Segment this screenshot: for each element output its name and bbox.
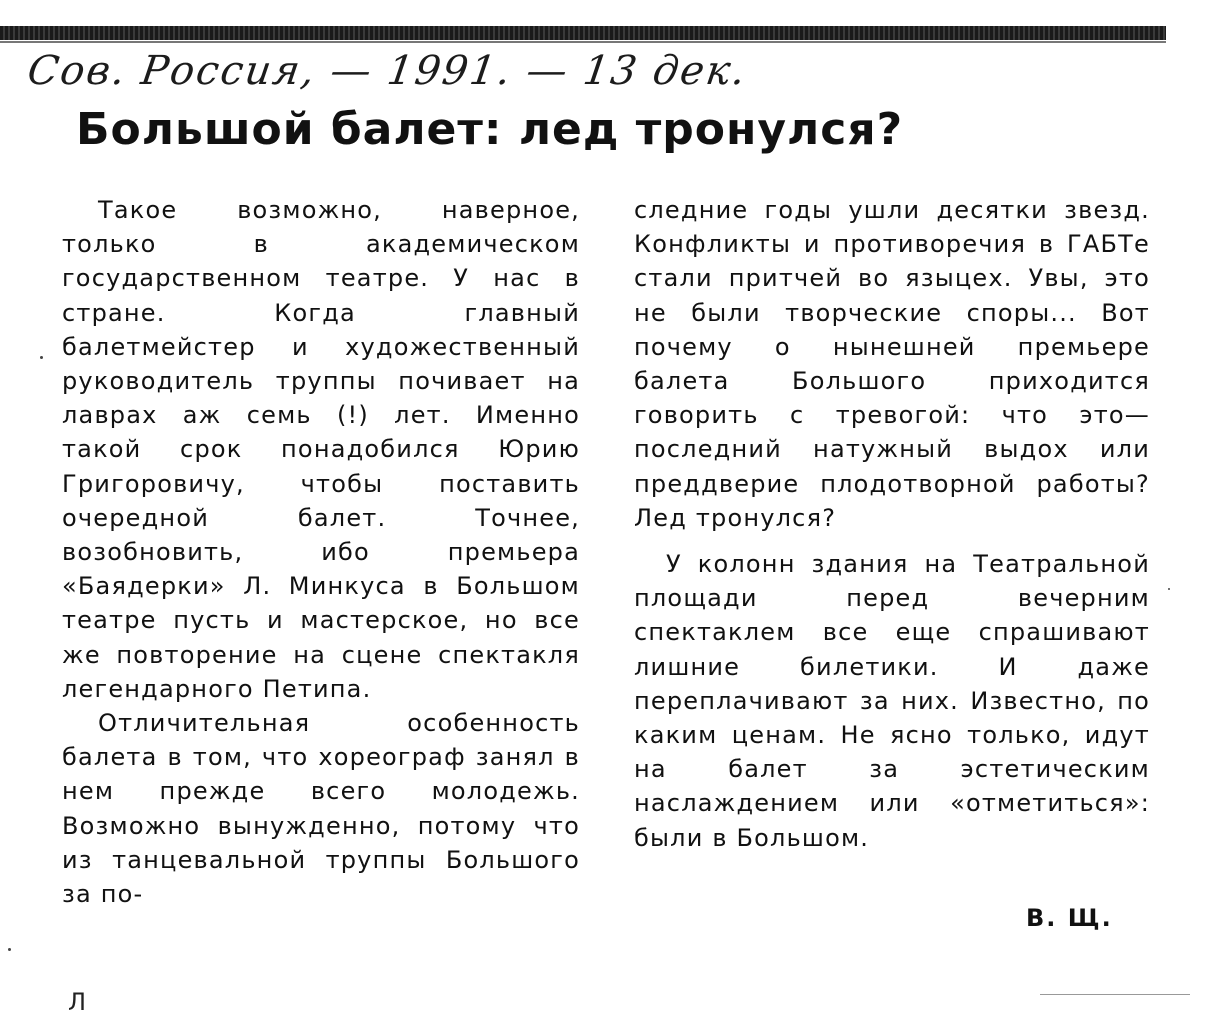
article-headline: Большой балет: лед тронулся? <box>76 104 904 155</box>
article-paragraph: следние годы ушли десятки звезд. Конфликты и противоречия в ГАБТе стали притчей во языцех. Увы, это не были творческие споры... Вот почему о нынешней премьере балета Большого приходится говорить с тревогой: что это—последний натужный выдох или преддверие плодотворной работы? Лед тронулся? <box>634 196 1150 532</box>
next-article-fragment: Л <box>68 988 87 1016</box>
author-signature: В. Щ. <box>1026 904 1113 932</box>
article-column-right <box>634 193 1150 855</box>
scan-speck <box>1168 588 1170 590</box>
article-paragraph: У колонн здания на Театральной площади перед вечерним спектаклем все еще спрашивают лишние билетики. И даже переплачивают за них. Известно, по каким ценам. Не ясно только, идут на балет за эстетическим наслаждением или «отметиться»: были в Большом. <box>634 550 1150 852</box>
scan-speck <box>40 356 43 359</box>
scan-speck <box>8 948 11 951</box>
article-paragraph: Такое возможно, наверное, только в академическом государственном театре. У нас в стране. Когда главный балетмейстер и художественный руководитель труппы почивает на лаврах аж семь (!) лет. Именно такой срок понадобился Юрию Григоровичу, чтобы поставить очередной балет. Точнее, возобновить, ибо премьера «Баядерки» Л. Минкуса в Большом театре пусть и мастерское, но все же повторение на сцене спектакля легендарного Петипа. <box>62 196 580 703</box>
handwritten-source-note: Сов. Россия, — 1991. — 13 дек. <box>24 48 751 94</box>
article-column-left <box>62 193 580 911</box>
top-column-rule <box>0 26 1166 40</box>
article-paragraph: Отличительная особенность балета в том, что хореограф занял в нем прежде всего молодежь. Возможно вынужденно, потому что из танцевальной труппы Большого за по- <box>62 709 580 909</box>
bottom-rule <box>1040 994 1190 995</box>
